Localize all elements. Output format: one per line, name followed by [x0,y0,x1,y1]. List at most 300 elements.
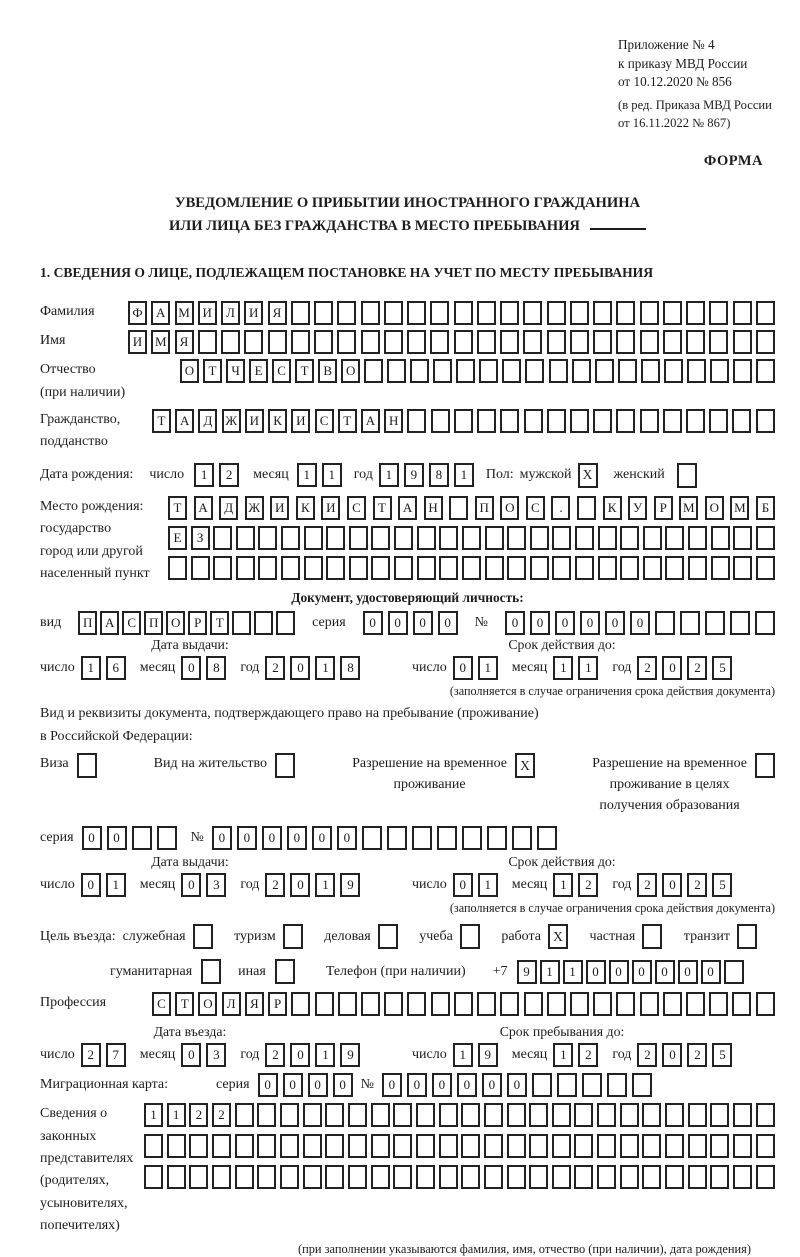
char-box[interactable]: 0 [632,960,652,984]
char-box[interactable] [733,1165,752,1189]
char-box[interactable]: И [198,301,217,325]
char-box[interactable] [325,1103,344,1127]
char-box[interactable] [733,1134,752,1158]
char-box[interactable]: Р [654,496,673,520]
char-box[interactable]: Ж [222,409,241,433]
char-box[interactable]: 2 [578,873,598,897]
char-box[interactable] [687,359,706,383]
char-box[interactable] [686,330,705,354]
char-box[interactable]: 1 [315,1043,335,1067]
purpose-transit-checkbox[interactable] [737,924,757,949]
char-box[interactable] [484,1134,503,1158]
char-box[interactable] [688,1165,707,1189]
char-box[interactable]: 0 [507,1073,527,1097]
char-box[interactable]: Я [245,992,264,1016]
char-box[interactable]: 5 [712,1043,732,1067]
char-box[interactable] [303,1134,322,1158]
char-box[interactable]: 2 [687,656,707,680]
char-box[interactable] [640,992,659,1016]
char-box[interactable] [212,1165,231,1189]
char-box[interactable]: 1 [553,873,573,897]
char-box[interactable]: М [175,301,194,325]
char-box[interactable] [632,1073,652,1097]
char-box[interactable] [756,556,775,580]
char-box[interactable] [430,330,449,354]
char-box[interactable]: 9 [517,960,537,984]
char-box[interactable]: Т [203,359,222,383]
char-box[interactable]: И [245,409,264,433]
char-box[interactable] [461,1134,480,1158]
char-box[interactable] [407,992,426,1016]
char-box[interactable] [575,526,594,550]
char-box[interactable] [574,1165,593,1189]
char-box[interactable] [281,556,300,580]
char-box[interactable] [189,1165,208,1189]
char-box[interactable]: 0 [290,1043,310,1067]
char-box[interactable]: 2 [637,1043,657,1067]
char-box[interactable] [132,826,152,850]
char-box[interactable]: В [318,359,337,383]
char-box[interactable] [663,409,682,433]
char-box[interactable] [189,1134,208,1158]
char-box[interactable] [640,301,659,325]
char-box[interactable]: П [475,496,494,520]
char-box[interactable]: Т [295,359,314,383]
char-box[interactable]: 1 [106,873,126,897]
char-box[interactable] [756,301,775,325]
char-box[interactable] [393,1165,412,1189]
char-box[interactable] [235,1134,254,1158]
char-box[interactable] [688,556,707,580]
char-box[interactable] [314,330,333,354]
char-box[interactable]: 3 [206,1043,226,1067]
char-box[interactable] [756,359,775,383]
char-box[interactable] [384,992,403,1016]
char-box[interactable]: И [128,330,147,354]
char-box[interactable] [686,409,705,433]
char-box[interactable] [348,1165,367,1189]
char-box[interactable]: 0 [453,656,473,680]
char-box[interactable]: 0 [181,656,201,680]
char-box[interactable] [688,1103,707,1127]
char-box[interactable] [416,1165,435,1189]
char-box[interactable] [485,556,504,580]
char-box[interactable] [500,301,519,325]
char-box[interactable] [258,526,277,550]
char-box[interactable] [479,359,498,383]
char-box[interactable] [756,992,775,1016]
char-box[interactable]: 0 [662,873,682,897]
char-box[interactable]: 0 [388,611,408,635]
char-box[interactable]: Д [198,409,217,433]
temp-residence-checkbox[interactable]: X [515,753,535,778]
char-box[interactable] [547,301,566,325]
char-box[interactable] [144,1134,163,1158]
char-box[interactable]: 1 [167,1103,186,1127]
char-box[interactable] [552,1103,571,1127]
char-box[interactable]: У [628,496,647,520]
char-box[interactable]: М [679,496,698,520]
char-box[interactable] [655,611,675,635]
char-box[interactable] [733,556,752,580]
char-box[interactable] [361,330,380,354]
purpose-study-checkbox[interactable] [460,924,480,949]
char-box[interactable] [371,1134,390,1158]
char-box[interactable] [167,1165,186,1189]
char-box[interactable]: З [191,526,210,550]
char-box[interactable] [705,611,725,635]
char-box[interactable]: 0 [678,960,698,984]
char-box[interactable] [524,409,543,433]
char-box[interactable] [462,526,481,550]
char-box[interactable] [593,409,612,433]
char-box[interactable] [507,526,526,550]
char-box[interactable] [507,556,526,580]
char-box[interactable] [616,330,635,354]
char-box[interactable] [680,611,700,635]
char-box[interactable] [640,330,659,354]
char-box[interactable]: 2 [637,873,657,897]
char-box[interactable] [552,1134,571,1158]
char-box[interactable]: 0 [630,611,650,635]
char-box[interactable] [549,359,568,383]
char-box[interactable]: 2 [265,873,285,897]
char-box[interactable]: 0 [308,1073,328,1097]
char-box[interactable] [362,826,382,850]
char-box[interactable]: 0 [337,826,357,850]
char-box[interactable]: 2 [219,463,239,487]
char-box[interactable] [485,526,504,550]
char-box[interactable] [523,330,542,354]
char-box[interactable]: 0 [662,1043,682,1067]
char-box[interactable] [688,526,707,550]
char-box[interactable] [361,301,380,325]
char-box[interactable] [417,526,436,550]
char-box[interactable] [410,359,429,383]
char-box[interactable]: 0 [586,960,606,984]
char-box[interactable] [756,409,775,433]
char-box[interactable] [512,826,532,850]
char-box[interactable] [711,526,730,550]
char-box[interactable]: 2 [687,1043,707,1067]
char-box[interactable]: Т [210,611,229,635]
char-box[interactable] [710,1103,729,1127]
char-box[interactable] [232,611,251,635]
char-box[interactable]: 0 [333,1073,353,1097]
char-box[interactable]: 2 [212,1103,231,1127]
char-box[interactable]: 0 [701,960,721,984]
char-box[interactable]: Ф [128,301,147,325]
char-box[interactable]: 1 [322,463,342,487]
char-box[interactable]: 1 [144,1103,163,1127]
char-box[interactable]: О [166,611,185,635]
char-box[interactable] [394,526,413,550]
char-box[interactable] [532,1073,552,1097]
char-box[interactable] [688,1134,707,1158]
char-box[interactable] [281,526,300,550]
char-box[interactable] [257,1165,276,1189]
char-box[interactable] [552,1165,571,1189]
char-box[interactable]: Я [268,301,287,325]
char-box[interactable] [620,1165,639,1189]
char-box[interactable]: С [347,496,366,520]
char-box[interactable] [454,409,473,433]
char-box[interactable] [665,1103,684,1127]
char-box[interactable] [371,1103,390,1127]
char-box[interactable] [280,1103,299,1127]
char-box[interactable] [711,556,730,580]
char-box[interactable]: 1 [563,960,583,984]
char-box[interactable]: С [272,359,291,383]
char-box[interactable] [530,526,549,550]
char-box[interactable] [461,1103,480,1127]
char-box[interactable] [303,1103,322,1127]
char-box[interactable] [663,330,682,354]
char-box[interactable] [643,526,662,550]
char-box[interactable]: 5 [712,656,732,680]
char-box[interactable] [733,359,752,383]
char-box[interactable]: 6 [106,656,126,680]
char-box[interactable]: 0 [82,826,102,850]
char-box[interactable] [384,301,403,325]
char-box[interactable]: 2 [637,656,657,680]
char-box[interactable] [665,556,684,580]
char-box[interactable] [157,826,177,850]
char-box[interactable] [733,301,752,325]
char-box[interactable] [364,359,383,383]
purpose-work-checkbox[interactable]: X [548,924,568,949]
char-box[interactable] [213,556,232,580]
char-box[interactable]: С [526,496,545,520]
char-box[interactable] [393,1103,412,1127]
char-box[interactable] [665,526,684,550]
char-box[interactable] [529,1103,548,1127]
char-box[interactable] [291,992,310,1016]
char-box[interactable] [756,330,775,354]
char-box[interactable] [394,556,413,580]
char-box[interactable] [642,1165,661,1189]
char-box[interactable]: 2 [189,1103,208,1127]
char-box[interactable] [574,1134,593,1158]
char-box[interactable] [477,330,496,354]
char-box[interactable] [507,1103,526,1127]
purpose-service-checkbox[interactable] [193,924,213,949]
char-box[interactable]: 2 [265,1043,285,1067]
char-box[interactable] [280,1165,299,1189]
char-box[interactable] [593,992,612,1016]
char-box[interactable] [547,330,566,354]
char-box[interactable] [461,1165,480,1189]
sex-female-checkbox[interactable] [677,463,697,488]
char-box[interactable]: Е [168,526,187,550]
char-box[interactable]: К [296,496,315,520]
char-box[interactable] [710,1134,729,1158]
char-box[interactable] [547,409,566,433]
char-box[interactable]: 9 [340,1043,360,1067]
char-box[interactable] [439,526,458,550]
char-box[interactable]: 0 [258,1073,278,1097]
char-box[interactable]: 0 [482,1073,502,1097]
char-box[interactable] [530,556,549,580]
char-box[interactable]: 1 [315,873,335,897]
char-box[interactable]: . [551,496,570,520]
char-box[interactable]: Р [268,992,287,1016]
char-box[interactable]: М [151,330,170,354]
char-box[interactable] [665,1134,684,1158]
char-box[interactable] [733,1103,752,1127]
char-box[interactable]: 0 [181,1043,201,1067]
char-box[interactable] [487,826,507,850]
char-box[interactable]: 0 [580,611,600,635]
char-box[interactable]: 0 [655,960,675,984]
char-box[interactable]: 1 [578,656,598,680]
char-box[interactable] [500,992,519,1016]
char-box[interactable] [439,1103,458,1127]
char-box[interactable] [338,992,357,1016]
char-box[interactable] [537,826,557,850]
char-box[interactable] [755,611,775,635]
char-box[interactable]: О [341,359,360,383]
char-box[interactable] [477,992,496,1016]
char-box[interactable] [439,1165,458,1189]
char-box[interactable] [595,359,614,383]
char-box[interactable] [407,330,426,354]
char-box[interactable]: 2 [687,873,707,897]
char-box[interactable]: 0 [407,1073,427,1097]
char-box[interactable] [663,992,682,1016]
char-box[interactable] [598,526,617,550]
sex-male-checkbox[interactable]: X [578,463,598,488]
char-box[interactable]: 0 [363,611,383,635]
char-box[interactable]: 0 [505,611,525,635]
char-box[interactable] [314,301,333,325]
char-box[interactable] [574,1103,593,1127]
char-box[interactable] [221,330,240,354]
char-box[interactable] [412,826,432,850]
char-box[interactable] [257,1103,276,1127]
char-box[interactable] [529,1165,548,1189]
char-box[interactable] [557,1073,577,1097]
char-box[interactable] [616,992,635,1016]
char-box[interactable]: С [122,611,141,635]
char-box[interactable] [407,409,426,433]
char-box[interactable] [620,1134,639,1158]
char-box[interactable] [456,359,475,383]
char-box[interactable]: 0 [290,656,310,680]
char-box[interactable]: О [180,359,199,383]
char-box[interactable]: А [194,496,213,520]
char-box[interactable] [593,301,612,325]
char-box[interactable] [620,556,639,580]
purpose-private-checkbox[interactable] [642,924,662,949]
char-box[interactable]: Н [424,496,443,520]
char-box[interactable] [552,526,571,550]
char-box[interactable]: 1 [553,656,573,680]
char-box[interactable]: 1 [81,656,101,680]
char-box[interactable] [756,1165,775,1189]
char-box[interactable] [616,409,635,433]
char-box[interactable]: 0 [107,826,127,850]
char-box[interactable] [337,301,356,325]
char-box[interactable] [593,330,612,354]
char-box[interactable] [709,301,728,325]
char-box[interactable]: 0 [382,1073,402,1097]
char-box[interactable]: К [268,409,287,433]
char-box[interactable] [258,556,277,580]
char-box[interactable] [198,330,217,354]
char-box[interactable] [315,992,334,1016]
char-box[interactable] [570,409,589,433]
char-box[interactable] [523,301,542,325]
char-box[interactable]: И [321,496,340,520]
char-box[interactable] [268,330,287,354]
char-box[interactable]: 0 [181,873,201,897]
char-box[interactable] [500,330,519,354]
char-box[interactable] [416,1134,435,1158]
char-box[interactable] [326,526,345,550]
char-box[interactable] [384,330,403,354]
char-box[interactable] [620,1103,639,1127]
char-box[interactable] [449,496,468,520]
char-box[interactable] [507,1165,526,1189]
char-box[interactable] [710,1165,729,1189]
char-box[interactable]: П [144,611,163,635]
char-box[interactable] [732,992,751,1016]
char-box[interactable] [280,1134,299,1158]
char-box[interactable] [709,409,728,433]
char-box[interactable]: 0 [283,1073,303,1097]
purpose-other-checkbox[interactable] [275,959,295,984]
char-box[interactable]: 0 [287,826,307,850]
char-box[interactable] [607,1073,627,1097]
char-box[interactable]: 7 [106,1043,126,1067]
char-box[interactable] [640,409,659,433]
char-box[interactable] [582,1073,602,1097]
char-box[interactable]: О [705,496,724,520]
char-box[interactable] [575,556,594,580]
char-box[interactable] [642,1134,661,1158]
char-box[interactable] [212,1134,231,1158]
char-box[interactable]: Ж [245,496,264,520]
char-box[interactable]: А [100,611,119,635]
char-box[interactable] [371,556,390,580]
char-box[interactable] [303,1165,322,1189]
char-box[interactable]: 0 [555,611,575,635]
char-box[interactable] [664,359,683,383]
char-box[interactable]: Л [221,301,240,325]
char-box[interactable] [371,1165,390,1189]
char-box[interactable] [361,992,380,1016]
char-box[interactable] [168,556,187,580]
char-box[interactable] [529,1134,548,1158]
char-box[interactable]: С [315,409,334,433]
char-box[interactable] [597,1134,616,1158]
visa-checkbox[interactable] [77,753,97,778]
char-box[interactable] [407,301,426,325]
char-box[interactable] [462,826,482,850]
char-box[interactable] [724,960,744,984]
char-box[interactable]: К [603,496,622,520]
char-box[interactable] [244,330,263,354]
char-box[interactable]: 9 [404,463,424,487]
char-box[interactable] [597,1103,616,1127]
char-box[interactable] [431,992,450,1016]
purpose-business-checkbox[interactable] [378,924,398,949]
char-box[interactable] [144,1165,163,1189]
char-box[interactable] [433,359,452,383]
char-box[interactable] [387,359,406,383]
char-box[interactable] [454,330,473,354]
